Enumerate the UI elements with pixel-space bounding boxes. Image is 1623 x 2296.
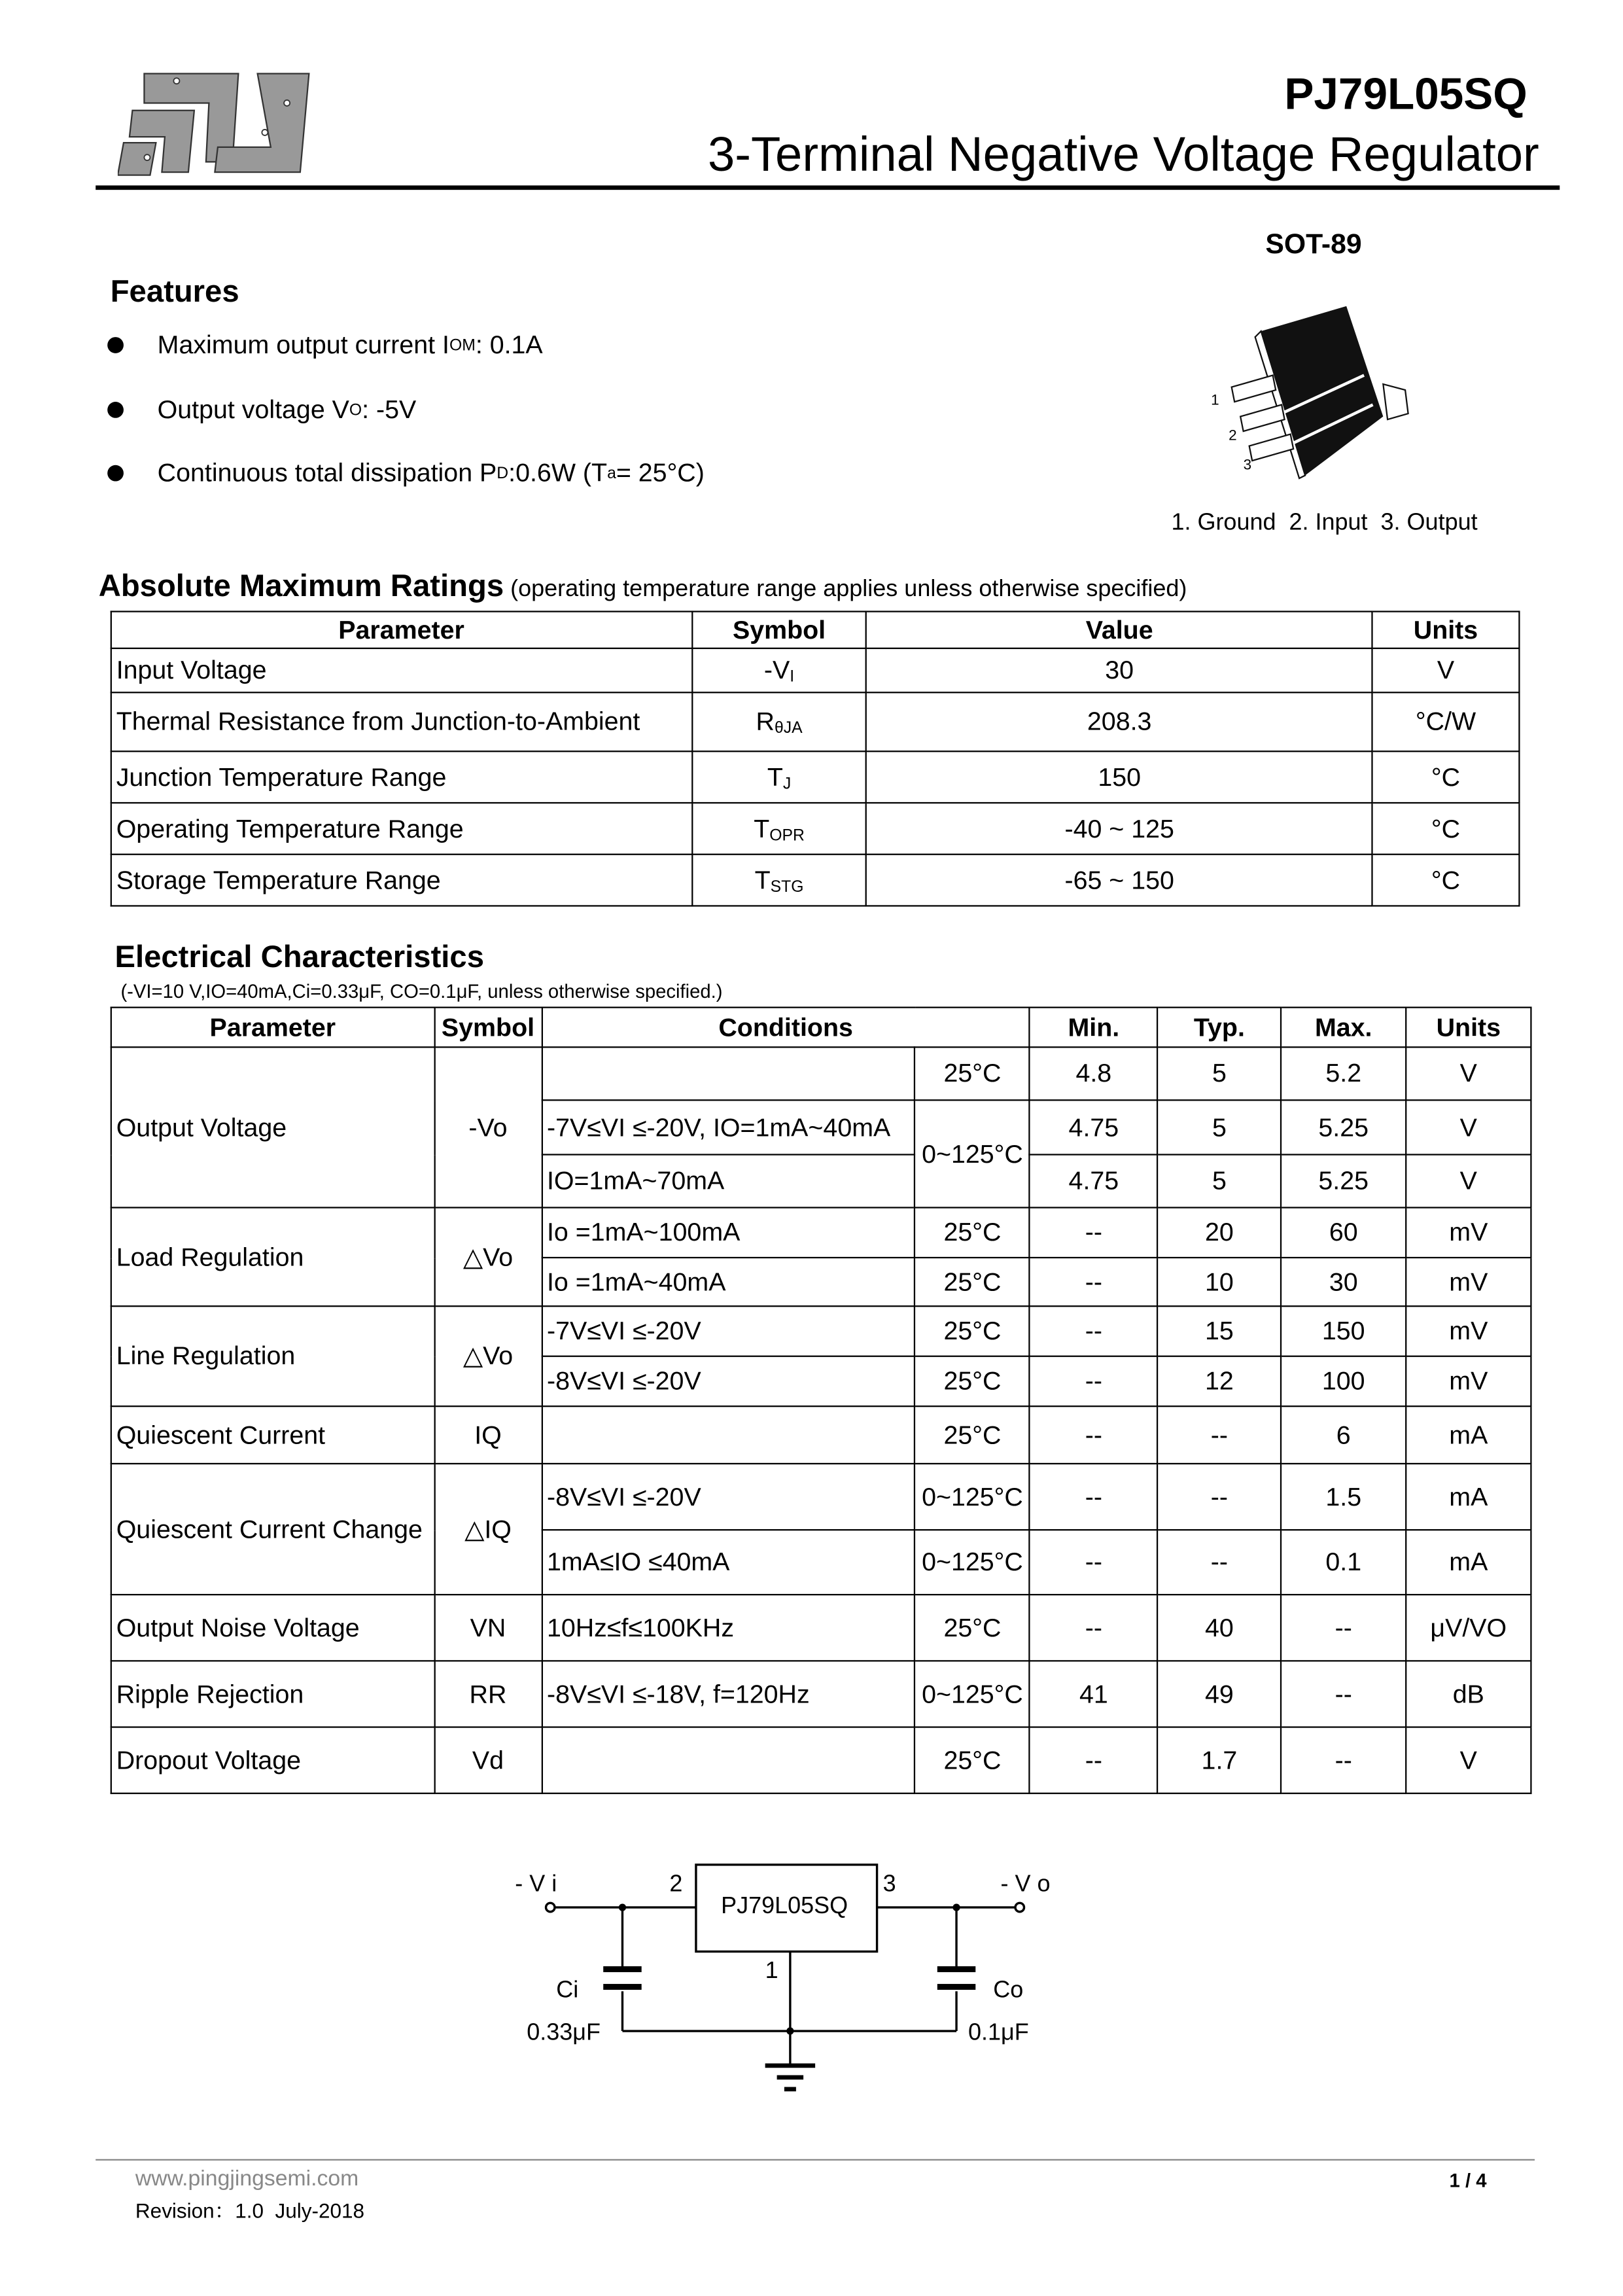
table-row: Output Voltage -Vo 25°C 4.8 5 5.2 V — [111, 1047, 1531, 1100]
vout-label: - V o — [1000, 1869, 1051, 1897]
part-number: PJ79L05SQ — [1284, 70, 1527, 120]
table-row: -7V≤VI ≤-20V, IO=1mA~40mA 0~125°C 4.75 5 5.25 V — [111, 1100, 1531, 1154]
document-subtitle: 3-Terminal Negative Voltage Regulator — [707, 126, 1539, 181]
table-row: Load Regulation △Vo Io =1mA~100mA 25°C -- 20 60 mV — [111, 1208, 1531, 1258]
table-row: Ripple Rejection RR -8V≤VI ≤-18V, f=120Hz 0~125°C 41 49 -- dB — [111, 1661, 1531, 1727]
table-row: -8V≤VI ≤-20V 25°C -- 12 100 mV — [111, 1356, 1531, 1406]
co-label: Co — [993, 1975, 1024, 2003]
bullet-icon — [107, 465, 124, 482]
application-circuit — [500, 1854, 1074, 2112]
revision: Revision：1.0 July-2018 — [135, 2199, 365, 2223]
table-row: IO=1mA~70mA 4.75 5 5.25 V — [111, 1155, 1531, 1208]
table-row: Io =1mA~40mA 25°C -- 10 30 mV — [111, 1258, 1531, 1306]
electrical-characteristics-table: Parameter Symbol Conditions Min. Typ. Max. Units Output Voltage -Vo 25°C 4.8 5 5.2 V -7V≤VI ≤-20V, IO=1mA~40mA 0~125°C 4.75 5 5.25 V IO=1mA~70mA 4.75 5 5.25 V Load Regulation △Vo Io =1mA~100mA 25°C -- 20 60 mV Io =1mA~40mA 25°C -- 10 30 mV Line Regulation △Vo -7V≤VI ≤-20V 25°C -- 15 150 mV -8V≤VI ≤-20V 25°C -- 12 100 mV Quiescent Current IQ 25°C -- -- 6 mA Quiescent Current Change △IQ -8V≤VI ≤-20V 0~125°C -- -- 1.5 mA 1mA≤IO ≤40mA 0~125°C -- -- 0.1 mA Output Noise Voltage VN 10Hz≤f≤100KHz 25°C -- 40 -- μV/VO Ripple Rejection RR -8V≤VI ≤-18V, f=120Hz 0~125°C 41 49 -- dB Dropout Voltage Vd 25°C -- 1.7 -- V — [111, 1007, 1532, 1794]
feature-item: Maximum output current I OM : 0.1A — [107, 330, 543, 361]
features-heading: Features — [110, 275, 239, 309]
bullet-icon — [107, 402, 124, 418]
pin-label: 2 — [669, 1869, 683, 1897]
co-value: 0.1μF — [968, 2018, 1029, 2045]
pin-caption: 1. Ground 2. Input 3. Output — [1171, 510, 1478, 536]
company-logo — [118, 66, 312, 181]
package-name: SOT-89 — [1265, 229, 1362, 261]
website-link[interactable]: www.pingjingsemi.com — [135, 2166, 359, 2192]
ci-label: Ci — [556, 1975, 579, 2003]
footer-divider — [96, 2159, 1535, 2161]
pin-label: 2 — [1229, 427, 1237, 444]
table-row: Storage Temperature Range $T_{STG}$ -65 ~ 150 °C — [111, 855, 1520, 906]
table-row: Input Voltage $-V_I$ 30 V — [111, 648, 1520, 692]
ci-value: 0.33μF — [527, 2018, 601, 2045]
ec-conditions-note: (-VI=10 V,IO=40mA,Ci=0.33μF, CO=0.1μF, unless otherwise specified.) — [120, 980, 723, 1002]
feature-item: Continuous total dissipation P D :0.6W (T a = 25°C) — [107, 458, 705, 489]
table-row: Dropout Voltage Vd 25°C -- 1.7 -- V — [111, 1727, 1531, 1793]
pin-label: 1 — [1211, 391, 1219, 408]
table-row: Output Noise Voltage VN 10Hz≤f≤100KHz 25°C -- 40 -- μV/VO — [111, 1595, 1531, 1661]
table-row: Operating Temperature Range $T_{OPR}$ -40 ~ 125 °C — [111, 803, 1520, 855]
table-row: Thermal Resistance from Junction-to-Ambient $R_{\theta JA}$ 208.3 °C/W — [111, 692, 1520, 751]
absolute-maximum-ratings-table: Parameter Symbol Value Units Input Voltage $-V_I$ 30 V Thermal Resistance from Junction-to-Ambient $R_{\theta JA}$ 208.3 °C/W Junction Temperature Range $T_J$ 150 °C Operating Temperature Range $T_{OPR}$ -40 ~ 125 °C Storage Temperature Range $T_{STG}$ -65 ~ 150 °C — [111, 610, 1520, 906]
vin-label: - V i — [515, 1869, 557, 1897]
pin-label: 3 — [1243, 456, 1252, 473]
ec-heading: Electrical Characteristics — [114, 940, 484, 975]
pin-label: 1 — [765, 1956, 778, 1984]
table-row: Quiescent Current Change △IQ -8V≤VI ≤-20V 0~125°C -- -- 1.5 mA — [111, 1464, 1531, 1530]
chip-label: PJ79L05SQ — [721, 1892, 848, 1919]
table-row: Junction Temperature Range $T_J$ 150 °C — [111, 751, 1520, 803]
table-row: 1mA≤IO ≤40mA 0~125°C -- -- 0.1 mA — [111, 1530, 1531, 1595]
table-row: Line Regulation △Vo -7V≤VI ≤-20V 25°C -- 15 150 mV — [111, 1306, 1531, 1356]
table-row: Quiescent Current IQ 25°C -- -- 6 mA — [111, 1406, 1531, 1464]
package-drawing — [1199, 299, 1420, 483]
amr-heading: Absolute Maximum Ratings (operating temperature range applies unless otherwise specified) — [98, 569, 1187, 604]
feature-item: Output voltage V O : -5V — [107, 395, 416, 425]
page-number: 1 / 4 — [1449, 2169, 1487, 2192]
pin-label: 3 — [882, 1869, 896, 1897]
header-divider — [96, 185, 1560, 190]
bullet-icon — [107, 337, 124, 353]
